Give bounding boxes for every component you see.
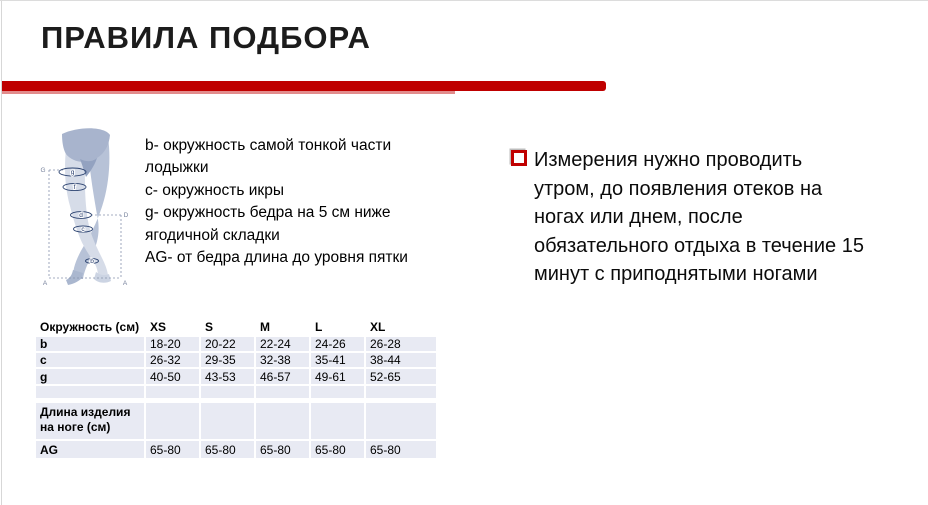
table-row-label-empty [36, 386, 144, 398]
band-label-b: b [90, 258, 94, 265]
table-cell: 38-44 [366, 353, 436, 367]
band-label-g: g [70, 169, 75, 176]
corner-label-A-right: A [122, 280, 128, 287]
note-line: обязательного отдыха в течение 15 [534, 234, 864, 257]
table-cell: 20-22 [201, 337, 254, 351]
table-cell [311, 403, 364, 439]
table-cell: 65-80 [256, 441, 309, 458]
table-cell: 65-80 [201, 441, 254, 458]
note-line: ногах или днем, после [534, 206, 743, 229]
table-cell: 46-57 [256, 369, 309, 384]
measurement-note-text [534, 146, 864, 289]
table-cell: 24-26 [311, 337, 364, 351]
table-header-xs: XS [150, 319, 167, 334]
table-row-label-length: Длина изделия на ноге (см) [36, 403, 144, 439]
table-cell [146, 403, 199, 439]
measurement-descriptions [145, 135, 475, 269]
size-table [36, 318, 436, 458]
table-row-label-c: c [36, 353, 144, 367]
table-cell: 40-50 [146, 369, 199, 384]
band-label-d: d [79, 212, 83, 219]
note-line: минут с приподнятыми ногами [534, 263, 818, 286]
table-header-m: M [260, 319, 270, 334]
table-cell [256, 386, 309, 398]
checkbox-bullet-icon [511, 150, 527, 166]
foot-back-shape [66, 270, 83, 285]
table-cell [311, 386, 364, 398]
measurement-line: AG- от бедра длина до уровня пятки [145, 249, 408, 267]
band-label-c: c [81, 226, 85, 233]
note-line: Измерения нужно проводить [534, 149, 803, 171]
table-spacer-row [36, 400, 436, 401]
table-cell: 35-41 [311, 353, 364, 367]
table-cell: 32-38 [256, 353, 309, 367]
table-row-label-b: b [36, 337, 144, 351]
title-accent-underline [2, 91, 455, 94]
table-header-l: L [315, 319, 323, 334]
slide-top-edge [0, 0, 928, 1]
table-cell: 22-24 [256, 337, 309, 351]
corner-label-D: D [123, 212, 129, 219]
table-cell [201, 386, 254, 398]
title-accent-bar [2, 81, 606, 91]
band-label-f: f [73, 184, 76, 191]
table-header-s: S [205, 319, 214, 334]
table-row-label-g: g [36, 369, 144, 384]
measurement-line: лодыжки [145, 159, 209, 177]
legs-measurement-diagram [36, 126, 140, 292]
corner-label-G: G [40, 167, 46, 174]
table-cell: 65-80 [366, 441, 436, 458]
table-cell [201, 403, 254, 439]
page-title: ПРАВИЛА ПОДБОРА [41, 20, 371, 55]
table-cell: 65-80 [146, 441, 199, 458]
table-cell: 29-35 [201, 353, 254, 367]
measurement-line: ягодичной складки [145, 226, 280, 244]
table-header-circumference: Окружность (см) [40, 319, 140, 334]
table-cell: 26-32 [146, 353, 199, 367]
table-cell: 18-20 [146, 337, 199, 351]
slide-left-edge [1, 0, 2, 505]
table-header-xl: XL [370, 319, 386, 334]
table-cell: 65-80 [311, 441, 364, 458]
table-cell: 52-65 [366, 369, 436, 384]
table-cell [366, 403, 436, 439]
table-cell: 43-53 [201, 369, 254, 384]
table-row-label-ag: AG [36, 441, 144, 458]
measurement-line: c- окружность икры [145, 181, 284, 199]
corner-label-A-left: A [42, 280, 48, 287]
table-cell: 49-61 [311, 369, 364, 384]
note-line: утром, до появления отеков на [534, 177, 823, 200]
table-cell [146, 386, 199, 398]
table-cell: 26-28 [366, 337, 436, 351]
table-cell [366, 386, 436, 398]
measurement-line: g- окружность бедра на 5 см ниже [145, 204, 391, 222]
table-cell [256, 403, 309, 439]
measurement-line: b- окружность самой тонкой части [145, 137, 392, 154]
measurement-note-bullet [511, 146, 911, 289]
